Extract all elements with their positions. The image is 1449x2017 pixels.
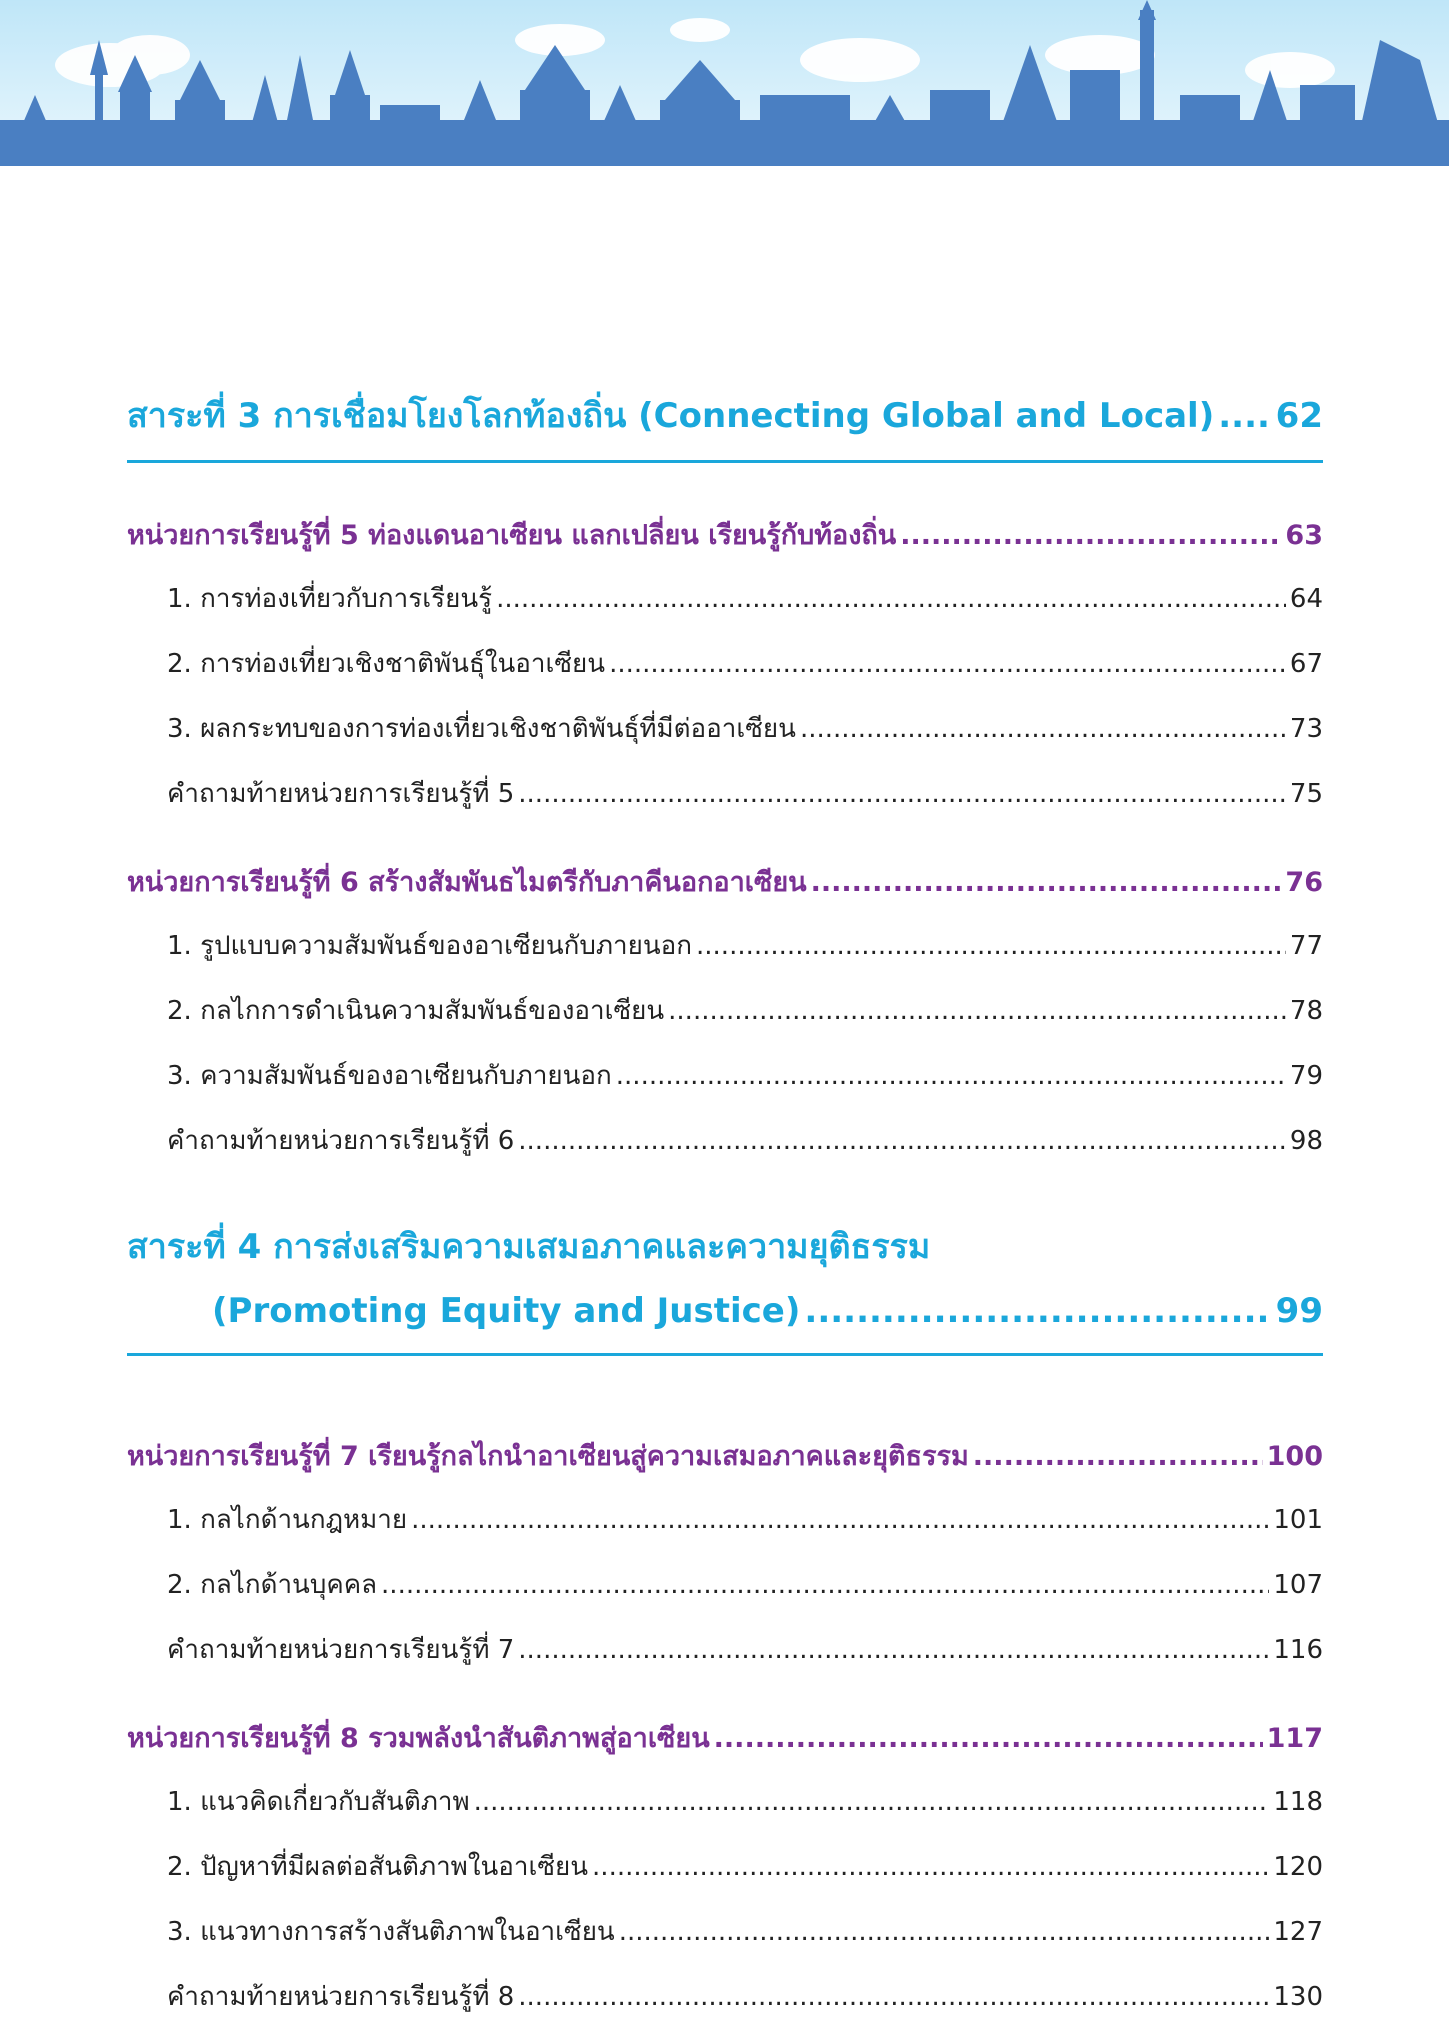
toc-item-page: 79 bbox=[1289, 1061, 1323, 1091]
toc-item-page: 67 bbox=[1289, 649, 1323, 679]
dot-leader bbox=[619, 1917, 1270, 1947]
unit-5-page: 63 bbox=[1285, 520, 1323, 551]
strand-3-page: 62 bbox=[1275, 396, 1323, 436]
unit-7-entry[interactable] bbox=[127, 1434, 1323, 1477]
toc-item-text: 1. การท่องเที่ยวกับการเรียนรู้ bbox=[167, 584, 493, 614]
dot-leader bbox=[811, 867, 1282, 898]
dot-leader bbox=[592, 1852, 1269, 1882]
toc-item-text: คำถามท้ายหน่วยการเรียนรู้ที่ 7 bbox=[167, 1635, 515, 1665]
strand-4-page: 99 bbox=[1275, 1291, 1323, 1331]
strand-3-divider bbox=[127, 460, 1323, 463]
toc-item-page: 64 bbox=[1289, 584, 1323, 614]
unit-8-title: หน่วยการเรียนรู้ที่ 8 รวมพลังนำสันติภาพสู่อาเซียน bbox=[127, 1723, 710, 1754]
dot-leader bbox=[518, 1126, 1286, 1156]
toc-item-page: 127 bbox=[1273, 1917, 1323, 1947]
toc-item-text: 2. กลไกด้านบุคคล bbox=[167, 1570, 378, 1600]
dot-leader bbox=[518, 779, 1286, 809]
toc-item[interactable] bbox=[127, 925, 1323, 966]
toc-item[interactable] bbox=[127, 1055, 1323, 1096]
toc-item-page: 118 bbox=[1273, 1787, 1323, 1817]
toc-item[interactable] bbox=[127, 1629, 1323, 1670]
toc-item-text: 1. กลไกด้านกฎหมาย bbox=[167, 1505, 408, 1535]
skyline-icon bbox=[0, 0, 1449, 166]
strand-4-title: สาระที่ 4 การส่งเสริมความเสมอภาคและความยุติธรรม bbox=[127, 1227, 931, 1267]
strand-4-divider bbox=[127, 1353, 1323, 1356]
toc-item-page: 116 bbox=[1273, 1635, 1323, 1665]
toc-item[interactable] bbox=[127, 578, 1323, 619]
dot-leader bbox=[900, 520, 1281, 551]
unit-6-page: 76 bbox=[1285, 867, 1323, 898]
toc-item-page: 98 bbox=[1289, 1126, 1323, 1156]
toc-item[interactable] bbox=[127, 1846, 1323, 1887]
dot-leader bbox=[714, 1723, 1263, 1754]
dot-leader bbox=[496, 584, 1286, 614]
toc-item[interactable] bbox=[127, 708, 1323, 749]
dot-leader bbox=[973, 1441, 1263, 1472]
dot-leader bbox=[411, 1505, 1269, 1535]
strand-3-entry[interactable] bbox=[127, 388, 1323, 442]
toc-item-text: 1. รูปแบบความสัมพันธ์ของอาเซียนกับภายนอก bbox=[167, 931, 693, 961]
toc-item-page: 78 bbox=[1289, 996, 1323, 1026]
dot-leader bbox=[609, 649, 1286, 679]
toc-item-page: 120 bbox=[1273, 1852, 1323, 1882]
unit-5-entry[interactable] bbox=[127, 513, 1323, 556]
strand-3-title: สาระที่ 3 การเชื่อมโยงโลกท้องถิ่น (Connecting Global and Local) bbox=[127, 396, 1215, 436]
toc-item[interactable] bbox=[127, 1976, 1323, 2017]
toc-item[interactable] bbox=[127, 1781, 1323, 1822]
toc-item-page: 107 bbox=[1273, 1570, 1323, 1600]
unit-5-title: หน่วยการเรียนรู้ที่ 5 ท่องแดนอาเซียน แลกเปลี่ยน เรียนรู้กับท้องถิ่น bbox=[127, 520, 897, 551]
strand-4-subtitle: (Promoting Equity and Justice) bbox=[212, 1291, 801, 1331]
dot-leader bbox=[381, 1570, 1269, 1600]
table-of-contents bbox=[127, 380, 1323, 2017]
strand-4-entry[interactable] bbox=[127, 1219, 1323, 1331]
dot-leader bbox=[1218, 396, 1271, 436]
toc-item-text: คำถามท้ายหน่วยการเรียนรู้ที่ 8 bbox=[167, 1982, 515, 2012]
toc-item[interactable] bbox=[127, 990, 1323, 1031]
unit-6-entry[interactable] bbox=[127, 860, 1323, 903]
toc-item-page: 75 bbox=[1289, 779, 1323, 809]
unit-7-page: 100 bbox=[1266, 1441, 1323, 1472]
toc-item-text: คำถามท้ายหน่วยการเรียนรู้ที่ 6 bbox=[167, 1126, 515, 1156]
dot-leader bbox=[804, 1291, 1271, 1331]
toc-item-page: 73 bbox=[1289, 714, 1323, 744]
toc-item[interactable] bbox=[127, 643, 1323, 684]
toc-item-text: 1. แนวคิดเกี่ยวกับสันติภาพ bbox=[167, 1787, 470, 1817]
toc-item-text: 2. ปัญหาที่มีผลต่อสันติภาพในอาเซียน bbox=[167, 1852, 589, 1882]
toc-item-page: 130 bbox=[1273, 1982, 1323, 2012]
toc-item-text: 3. ผลกระทบของการท่องเที่ยวเชิงชาติพันธุ์ที่มีต่ออาเซียน bbox=[167, 714, 796, 744]
dot-leader bbox=[474, 1787, 1270, 1817]
unit-8-page: 117 bbox=[1266, 1723, 1323, 1754]
toc-item-text: 2. กลไกการดำเนินความสัมพันธ์ของอาเซียน bbox=[167, 996, 665, 1026]
toc-item[interactable] bbox=[127, 1120, 1323, 1161]
toc-item[interactable] bbox=[127, 773, 1323, 814]
unit-7-title: หน่วยการเรียนรู้ที่ 7 เรียนรู้กลไกนำอาเซียนสู่ความเสมอภาคและยุติธรรม bbox=[127, 1441, 969, 1472]
toc-item-page: 101 bbox=[1273, 1505, 1323, 1535]
toc-item[interactable] bbox=[127, 1911, 1323, 1952]
toc-item[interactable] bbox=[127, 1499, 1323, 1540]
dot-leader bbox=[668, 996, 1286, 1026]
toc-item-text: 3. แนวทางการสร้างสันติภาพในอาเซียน bbox=[167, 1917, 615, 1947]
toc-item-text: 3. ความสัมพันธ์ของอาเซียนกับภายนอก bbox=[167, 1061, 612, 1091]
unit-8-entry[interactable] bbox=[127, 1716, 1323, 1759]
asean-skyline-banner bbox=[0, 0, 1449, 166]
dot-leader bbox=[518, 1635, 1269, 1665]
toc-item-text: คำถามท้ายหน่วยการเรียนรู้ที่ 5 bbox=[167, 779, 515, 809]
dot-leader bbox=[518, 1982, 1269, 2012]
dot-leader bbox=[800, 714, 1286, 744]
toc-item-text: 2. การท่องเที่ยวเชิงชาติพันธุ์ในอาเซียน bbox=[167, 649, 606, 679]
dot-leader bbox=[696, 931, 1286, 961]
unit-6-title: หน่วยการเรียนรู้ที่ 6 สร้างสัมพันธไมตรีกับภาคีนอกอาเซียน bbox=[127, 867, 807, 898]
toc-item-page: 77 bbox=[1289, 931, 1323, 961]
toc-item[interactable] bbox=[127, 1564, 1323, 1605]
dot-leader bbox=[616, 1061, 1286, 1091]
